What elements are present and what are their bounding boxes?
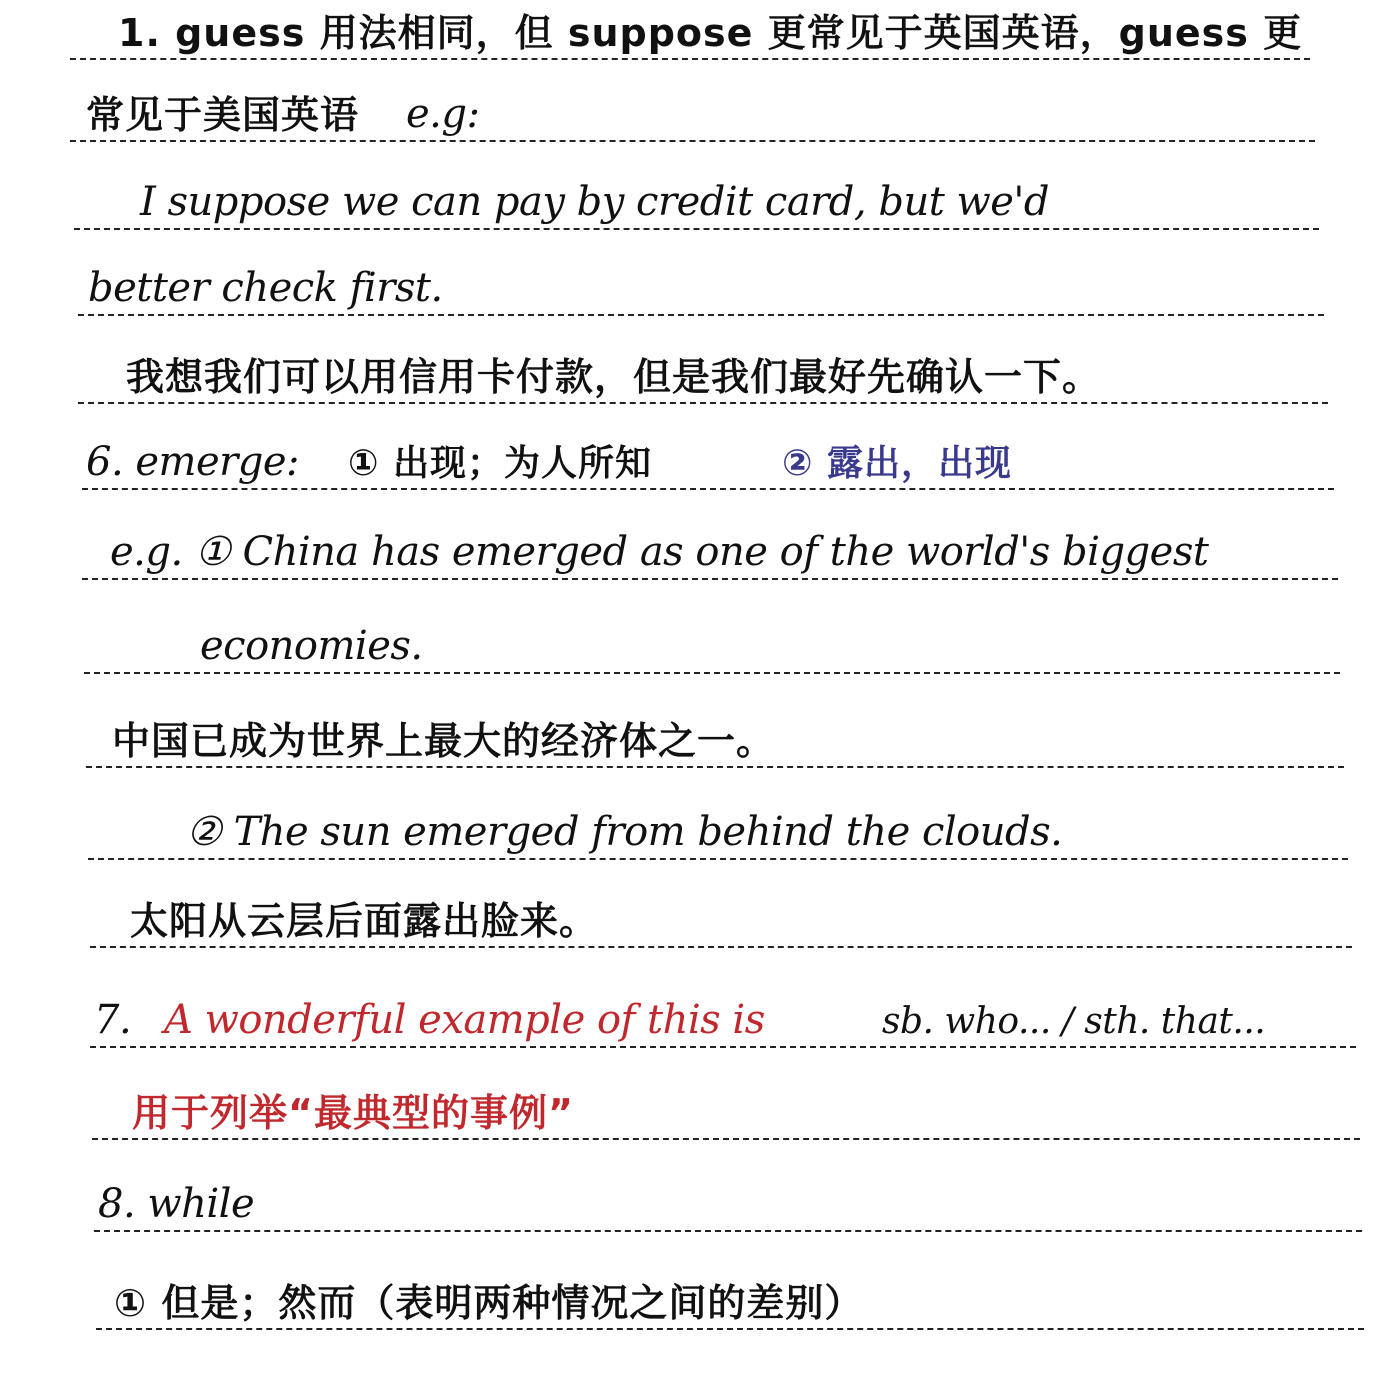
note-line-6-word: 6. emerge:	[86, 439, 300, 485]
notebook-line-2	[70, 62, 1315, 142]
note-line-14: 8. while	[98, 1181, 255, 1227]
notebook-line-11	[90, 868, 1352, 948]
note-line-12-number: 7.	[94, 997, 132, 1043]
note-line-5: 我想我们可以用信用卡付款，但是我们最好先确认一下。	[126, 355, 1102, 399]
note-line-8: economies.	[200, 623, 423, 669]
note-line-7: e.g. ① China has emerged as one of the world's biggest	[110, 529, 1209, 575]
notebook-line-10	[88, 780, 1348, 860]
note-line-15: ① 但是；然而（表明两种情况之间的差别）	[114, 1281, 864, 1325]
note-line-1: 1. guess 用法相同，但 suppose 更常见于英国英语，guess 更	[118, 11, 1303, 55]
note-line-3: I suppose we can pay by credit card, but we'd	[140, 179, 1050, 225]
note-line-10: ② The sun emerged from behind the clouds.	[186, 809, 1063, 855]
notebook-line-14	[94, 1152, 1362, 1232]
notebook-line-13	[92, 1060, 1360, 1140]
notebook-line-12	[90, 968, 1356, 1048]
notebook-line-3	[74, 150, 1319, 230]
note-line-11: 太阳从云层后面露出脸来。	[130, 899, 599, 943]
note-line-4: better check first.	[88, 265, 443, 311]
note-line-12-black: sb. who... / sth. that...	[882, 1001, 1266, 1042]
note-line-2-eg: e.g:	[406, 91, 480, 137]
notebook-line-4	[78, 236, 1324, 316]
notebook-line-15	[96, 1250, 1364, 1330]
note-line-13: 用于列举“最典型的事例”	[132, 1091, 574, 1135]
note-line-6-meaning-1: ① 出现；为人所知	[348, 443, 653, 484]
note-line-2-cn: 常见于美国英语	[86, 93, 360, 137]
notebook-line-5	[78, 324, 1328, 404]
note-line-6-meaning-2: ② 露出，出现	[782, 443, 1013, 484]
notebook-line-8	[84, 594, 1340, 674]
notebook-line-7	[82, 500, 1338, 580]
note-line-12-red: A wonderful example of this is	[164, 997, 765, 1043]
note-line-9: 中国已成为世界上最大的经济体之一。	[112, 719, 776, 763]
notebook-line-9	[86, 688, 1344, 768]
notebook-line-6	[82, 410, 1334, 490]
notebook-line-1	[70, 0, 1310, 60]
